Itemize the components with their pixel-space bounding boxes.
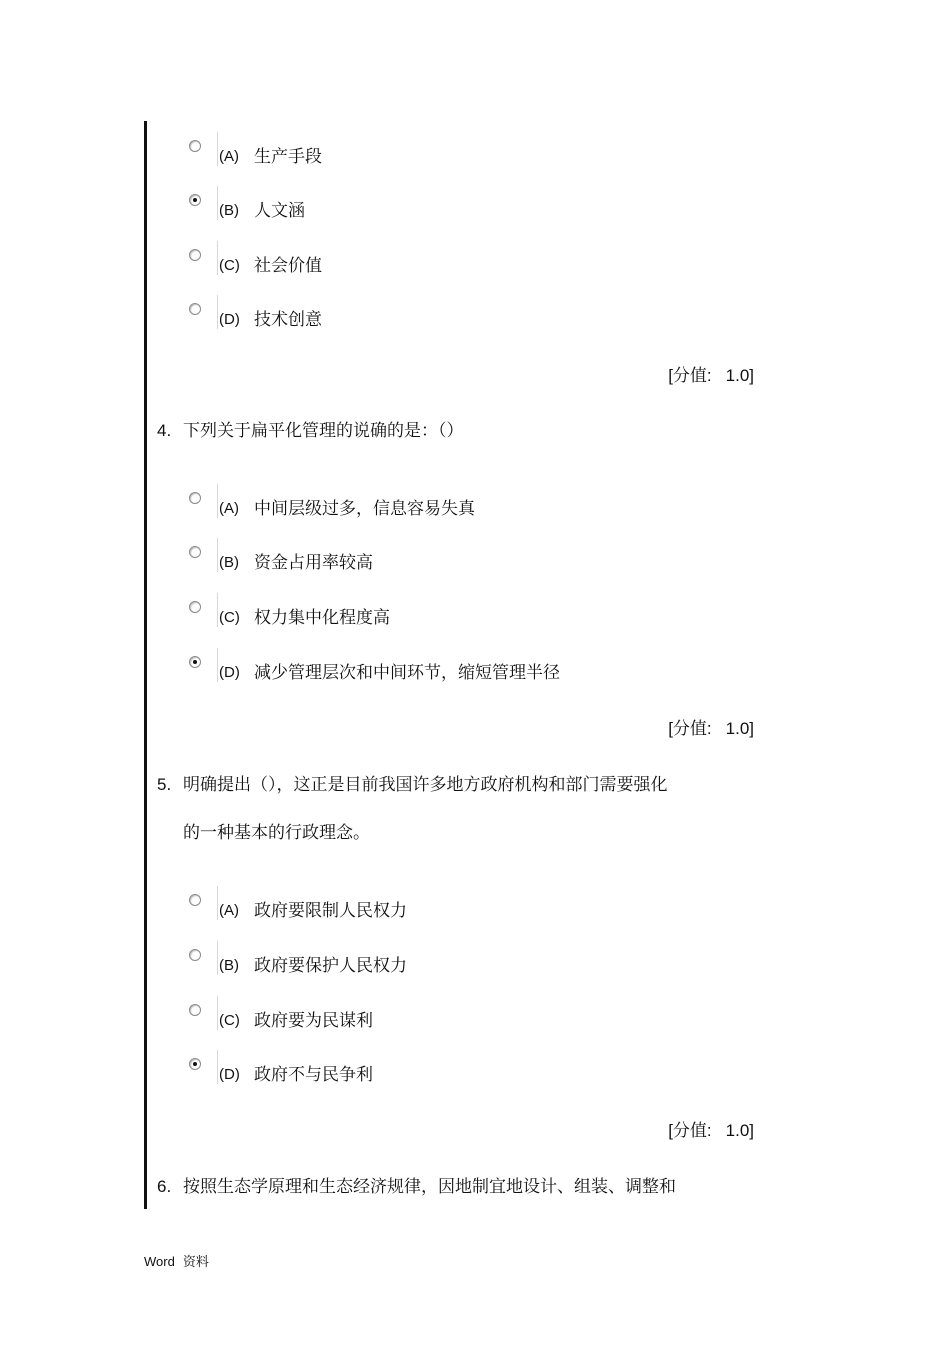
- q4-option-b[interactable]: [186, 546, 786, 586]
- option-letter: (A): [219, 148, 239, 165]
- option-text: 政府要为民谋利: [254, 1011, 373, 1031]
- radio-unchecked-icon[interactable]: [189, 140, 201, 152]
- option-separator: [217, 132, 218, 166]
- radio-unchecked-icon[interactable]: [189, 492, 201, 504]
- option-text: 减少管理层次和中间环节，缩短管理半径: [254, 663, 560, 683]
- radio-unchecked-icon[interactable]: [189, 894, 201, 906]
- option-text: 技术创意: [254, 310, 322, 330]
- radio-unchecked-icon[interactable]: [189, 249, 201, 261]
- q3-option-b[interactable]: [186, 194, 786, 234]
- option-separator: [217, 996, 218, 1030]
- q5-score: [分值: 1.0]: [668, 1121, 754, 1140]
- option-letter: (B): [219, 202, 239, 219]
- option-text: 中间层级过多，信息容易失真: [254, 499, 475, 519]
- q5-option-a[interactable]: [186, 894, 786, 934]
- option-separator: [217, 484, 218, 518]
- option-text: 人文涵: [254, 201, 305, 221]
- radio-checked-icon[interactable]: [189, 1058, 201, 1070]
- option-letter: (D): [219, 1066, 240, 1083]
- option-text: 政府要保护人民权力: [254, 956, 407, 976]
- option-letter: (B): [219, 957, 239, 974]
- option-text: 社会价值: [254, 256, 322, 276]
- q4-option-c[interactable]: [186, 601, 786, 641]
- option-separator: [217, 1050, 218, 1084]
- left-margin-rule: [144, 121, 147, 1209]
- radio-checked-icon[interactable]: [189, 194, 201, 206]
- q6-text: 6. 按照生态学原理和生态经济规律，因地制宜地设计、组装、调整和: [157, 1177, 676, 1197]
- option-separator: [217, 941, 218, 975]
- page-footer: Word 资料: [144, 1254, 209, 1269]
- q5-option-d[interactable]: [186, 1058, 786, 1098]
- option-text: 资金占用率较高: [254, 553, 373, 573]
- radio-unchecked-icon[interactable]: [189, 949, 201, 961]
- q5-text-continued: 的一种基本的行政理念。: [183, 823, 370, 843]
- q4-text: 4. 下列关于扁平化管理的说确的是：（）: [157, 421, 464, 441]
- option-letter: (C): [219, 1012, 240, 1029]
- q5-text: 5. 明确提出（），这正是目前我国许多地方政府机构和部门需要强化: [157, 775, 668, 795]
- q4-option-d[interactable]: [186, 656, 786, 696]
- radio-unchecked-icon[interactable]: [189, 1004, 201, 1016]
- option-separator: [217, 648, 218, 682]
- option-text: 生产手段: [254, 147, 322, 167]
- option-separator: [217, 295, 218, 329]
- option-text: 政府不与民争利: [254, 1065, 373, 1085]
- option-letter: (D): [219, 664, 240, 681]
- q5-option-c[interactable]: [186, 1004, 786, 1044]
- radio-unchecked-icon[interactable]: [189, 303, 201, 315]
- q3-score: [分值: 1.0]: [668, 366, 754, 385]
- option-separator: [217, 886, 218, 920]
- radio-checked-icon[interactable]: [189, 656, 201, 668]
- q3-option-a[interactable]: [186, 140, 786, 180]
- option-separator: [217, 186, 218, 220]
- option-separator: [217, 538, 218, 572]
- option-letter: (A): [219, 902, 239, 919]
- q5-option-b[interactable]: [186, 949, 786, 989]
- radio-unchecked-icon[interactable]: [189, 546, 201, 558]
- q3-option-d[interactable]: [186, 303, 786, 343]
- option-letter: (D): [219, 311, 240, 328]
- option-text: 权力集中化程度高: [254, 608, 390, 628]
- option-letter: (C): [219, 257, 240, 274]
- q4-option-a[interactable]: [186, 492, 786, 532]
- option-letter: (B): [219, 554, 239, 571]
- option-letter: (A): [219, 500, 239, 517]
- q4-score: [分值: 1.0]: [668, 719, 754, 738]
- option-text: 政府要限制人民权力: [254, 901, 407, 921]
- option-separator: [217, 593, 218, 627]
- option-letter: (C): [219, 609, 240, 626]
- radio-unchecked-icon[interactable]: [189, 601, 201, 613]
- option-separator: [217, 241, 218, 275]
- q3-option-c[interactable]: [186, 249, 786, 289]
